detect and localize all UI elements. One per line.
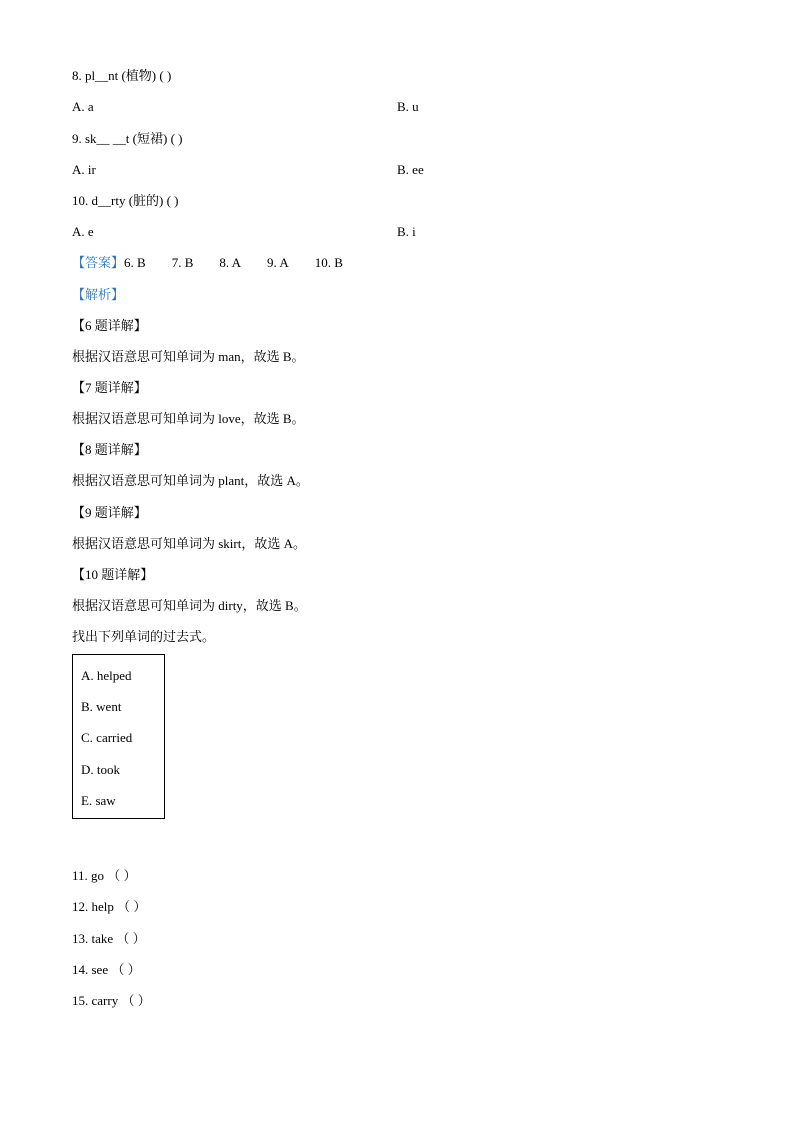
detail-7-head: 【7 题详解】 (72, 380, 147, 395)
answer-item: 6. B (124, 255, 146, 270)
detail-9-head: 【9 题详解】 (72, 505, 147, 520)
detail-8-head: 【8 题详解】 (72, 442, 147, 457)
question-15: 15. carry （ ） (72, 993, 151, 1008)
question-10-option-b: B. i (397, 224, 416, 239)
detail-10-head: 【10 题详解】 (72, 567, 154, 582)
detail-9-text: 根据汉语意思可知单词为 skirt，故选 A。 (72, 536, 307, 551)
detail-10-text: 根据汉语意思可知单词为 dirty，故选 B。 (72, 598, 307, 613)
word-box (72, 654, 165, 819)
word-box-item: C. carried (81, 730, 133, 745)
question-8-option-b: B. u (397, 99, 419, 114)
analysis-label: 【解析】 (72, 287, 125, 302)
question-8-stem: 8. pl__nt (植物) ( ) (72, 68, 172, 83)
question-8-option-a: A. a (72, 99, 94, 114)
question-11: 11. go （ ） (72, 868, 137, 883)
word-box-item: A. helped (81, 668, 132, 683)
detail-6-head: 【6 题详解】 (72, 318, 147, 333)
question-10-option-a: A. e (72, 224, 94, 239)
question-9-option-b: B. ee (397, 162, 424, 177)
answer-item: 8. A (219, 255, 242, 270)
question-13: 13. take （ ） (72, 931, 146, 946)
question-9-stem: 9. sk__ __t (短裙) ( ) (72, 131, 183, 146)
answer-line (72, 254, 343, 272)
answer-item: 7. B (171, 255, 194, 270)
question-14: 14. see （ ） (72, 962, 141, 977)
question-9-option-a: A. ir (72, 162, 96, 177)
question-12: 12. help （ ） (72, 899, 147, 914)
detail-7-text: 根据汉语意思可知单词为 love，故选 B。 (72, 411, 305, 426)
word-box-item: E. saw (81, 793, 116, 808)
detail-8-text: 根据汉语意思可知单词为 plant，故选 A。 (72, 473, 309, 488)
section-instruction: 找出下列单词的过去式。 (72, 629, 216, 644)
answer-item: 10. B (314, 255, 343, 270)
word-box-item: B. went (81, 699, 122, 714)
word-box-item: D. took (81, 762, 120, 777)
detail-6-text: 根据汉语意思可知单词为 man，故选 B。 (72, 349, 305, 364)
answer-item: 9. A (267, 255, 289, 270)
answer-label: 【答案】 (72, 255, 125, 270)
question-10-stem: 10. d__rty (脏的) ( ) (72, 193, 179, 208)
